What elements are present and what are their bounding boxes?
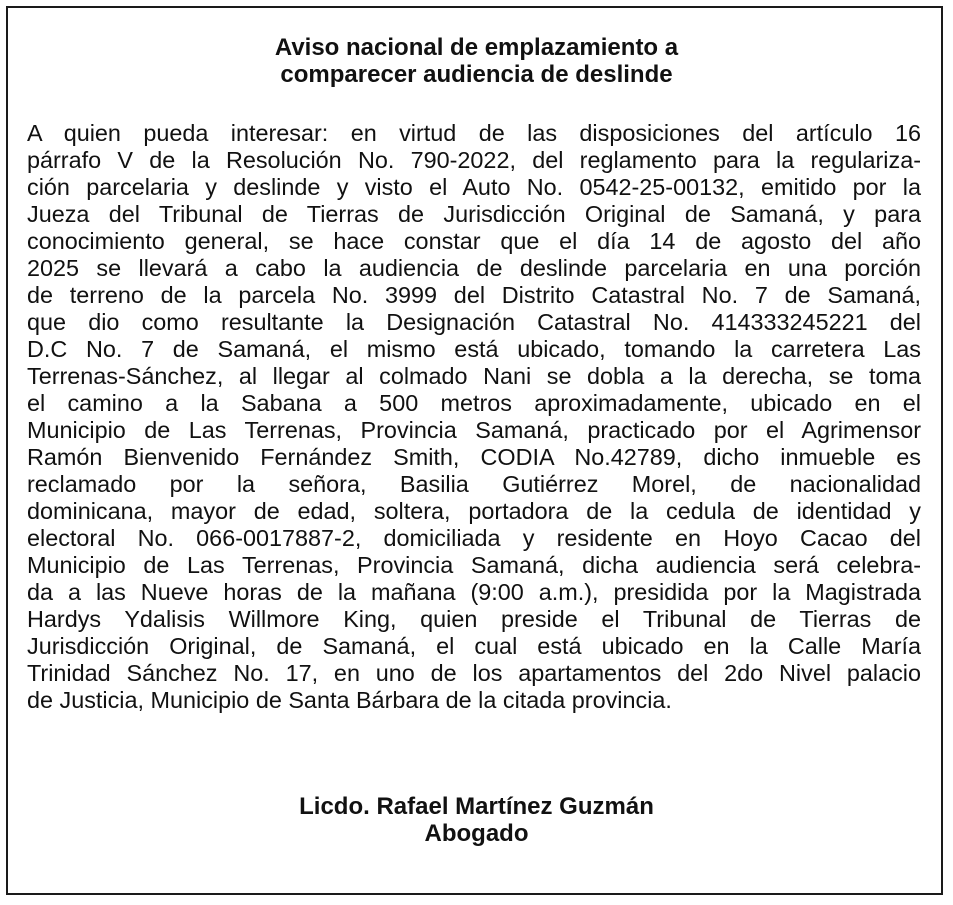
body-line: Municipio de Las Terrenas, Provincia Samaná, dicha audiencia será celebra- bbox=[27, 552, 921, 578]
signature-name: Licdo. Rafael Martínez Guzmán bbox=[299, 793, 654, 820]
body-line: Terrenas-Sánchez, al llegar al colmado Nani se dobla a la derecha, se toma bbox=[27, 363, 921, 389]
body-line: Trinidad Sánchez No. 17, en uno de los apartamentos del 2do Nivel palacio bbox=[27, 660, 921, 686]
body-line: Ramón Bienvenido Fernández Smith, CODIA No.42789, dicho inmueble es bbox=[27, 444, 921, 470]
body-line: el camino a la Sabana a 500 metros aproximadamente, ubicado en el bbox=[27, 390, 921, 416]
signature-role: Abogado bbox=[424, 820, 529, 847]
body-line: Jurisdicción Original, de Samaná, el cual está ubicado en la Calle María bbox=[27, 633, 921, 659]
notice-title bbox=[0, 34, 953, 88]
body-line: párrafo V de la Resolución No. 790-2022, del reglamento para la regulariza- bbox=[27, 147, 921, 173]
body-line: ción parcelaria y deslinde y visto el Auto No. 0542-25-00132, emitido por la bbox=[27, 174, 921, 200]
body-line: electoral No. 066-0017887-2, domiciliada y residente en Hoyo Cacao del bbox=[27, 525, 921, 551]
signature-block bbox=[0, 793, 953, 847]
body-line: conocimiento general, se hace constar que el día 14 de agosto del año bbox=[27, 228, 921, 254]
body-line: Municipio de Las Terrenas, Provincia Samaná, practicado por el Agrimensor bbox=[27, 417, 921, 443]
body-line: Hardys Ydalisis Willmore King, quien preside el Tribunal de Tierras de bbox=[27, 606, 921, 632]
notice-title-line-1: Aviso nacional de emplazamiento a bbox=[274, 34, 679, 61]
body-line: A quien pueda interesar: en virtud de las disposiciones del artículo 16 bbox=[27, 120, 921, 146]
body-line: de terreno de la parcela No. 3999 del Distrito Catastral No. 7 de Samaná, bbox=[27, 282, 921, 308]
notice-body bbox=[27, 120, 921, 714]
body-line: D.C No. 7 de Samaná, el mismo está ubicado, tomando la carretera Las bbox=[27, 336, 921, 362]
body-line: dominicana, mayor de edad, soltera, portadora de la cedula de identidad y bbox=[27, 498, 921, 524]
body-line-last: de Justicia, Municipio de Santa Bárbara de la citada provincia. bbox=[27, 687, 672, 713]
body-line: Jueza del Tribunal de Tierras de Jurisdicción Original de Samaná, y para bbox=[27, 201, 921, 227]
body-line: da a las Nueve horas de la mañana (9:00 a.m.), presidida por la Magistrada bbox=[27, 579, 921, 605]
body-line: reclamado por la señora, Basilia Gutiérrez Morel, de nacionalidad bbox=[27, 471, 921, 497]
notice-title-line-2: comparecer audiencia de deslinde bbox=[280, 61, 673, 88]
body-line: 2025 se llevará a cabo la audiencia de deslinde parcelaria en una porción bbox=[27, 255, 921, 281]
body-line: que dio como resultante la Designación Catastral No. 414333245221 del bbox=[27, 309, 921, 335]
